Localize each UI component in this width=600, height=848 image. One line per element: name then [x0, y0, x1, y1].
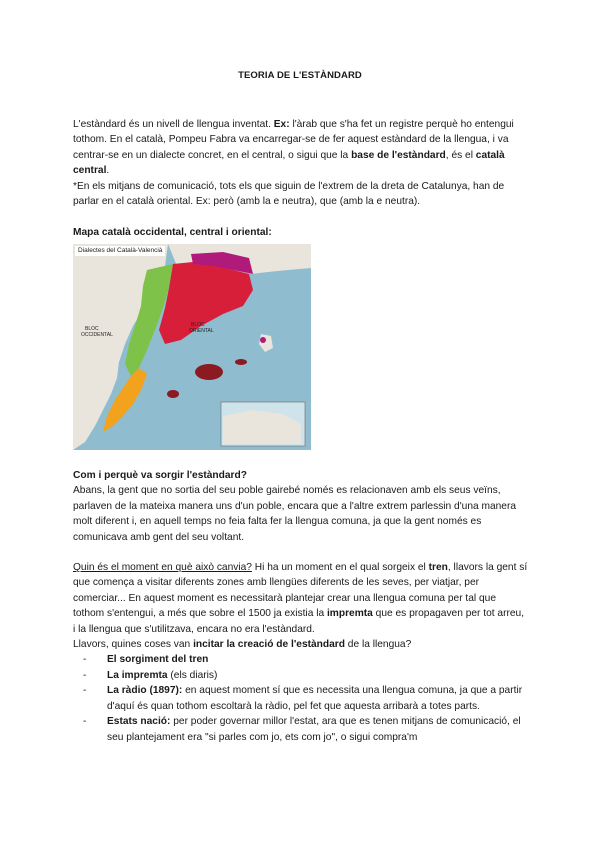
text-run: Llavors, quines coses van	[73, 639, 194, 651]
dialect-map-image	[73, 244, 311, 450]
origin-paragraph-1: Abans, la gent que no sortia del seu poble gairebé només es relacionaven amb els seus veïns, parlaven de la mateixa manera uns d'un poble, encara que a l'altre extrem parlessin d'una manera molt diferent i, en aquell temps no feia falta fer la llengua comuna, ja que la gent només es comunicava amb gent del seu voltant.	[73, 485, 517, 543]
map-title-label: Dialectes del Català-Valencià	[75, 246, 165, 256]
label-western-line2: OCCIDENTAL	[81, 332, 113, 338]
bold-text: tren	[428, 562, 448, 574]
text-run: l'àrab que s'ha fet un registre perquè ho entengui tothom. En el català, Pompeu Fabra va encarregar-se de fer aquest estàndard de la llengua, i va centrar-se en un dialecte concret, en el central, o sigui que la	[73, 119, 514, 161]
intro-note: *En els mitjans de comunicació, tots els que siguin de l'extrem de la dreta de Catalunya, han de parlar en el català oriental. Ex: però (amb la e neutra), que (amb la e neutra).	[73, 180, 505, 208]
origin-section	[73, 468, 529, 745]
list-item-text: per poder governar millor l'estat, ara que es tenen mitjans de comunicació, el seu plantejament era "si parles com jo, ets com jo", o sigui compra'm	[107, 716, 521, 743]
bold-text: base de l'estàndard	[351, 149, 446, 161]
map-heading: Mapa català occidental, central i oriental:	[73, 227, 272, 238]
intro-paragraph	[73, 117, 529, 179]
text-run: L'estàndard és un nivell de llengua inventat.	[73, 119, 274, 130]
list-item	[107, 714, 529, 745]
mallorca-region	[195, 364, 223, 380]
list-item-text: (els diaris)	[167, 669, 218, 681]
intro-section	[73, 117, 529, 209]
text-run: , llavors la gent sí que comença a visitar diferents zones amb llengües diferents de les seves, per viatjar, per comerciar... En aquest moment es necessitarà plantejar crear una llengua comuna per tal que tothom s'entengui, a més que sobre el 1500 ja existia la	[73, 562, 528, 620]
bold-text: incitar la creació de l'estàndard	[193, 639, 345, 651]
menorca-region	[235, 359, 247, 365]
text-run: de la llengua?	[344, 639, 412, 651]
origin-paragraph-3	[73, 637, 529, 652]
causes-list	[73, 652, 529, 744]
page-title: TEORIA DE L'ESTÀNDARD	[238, 70, 362, 81]
text-run: .	[106, 165, 110, 177]
list-item	[107, 683, 529, 714]
bold-text: Ex:	[273, 119, 290, 130]
text-run: Hi ha un moment en el qual sorgeix el	[251, 562, 429, 574]
bold-text: català central	[73, 149, 505, 177]
bold-text: impremta	[326, 608, 373, 620]
list-item-bold: Estats nació:	[107, 716, 171, 728]
origin-paragraph-2	[73, 560, 529, 637]
underlined-question: Quin és el moment en què això canvia?	[73, 562, 252, 574]
text-run: , és el	[445, 149, 476, 161]
list-item	[107, 668, 529, 683]
label-eastern-line2: ORIENTAL	[189, 328, 214, 334]
list-item-text: en aquest moment sí que es necessita una llengua comuna, ja que a partir d'aquí és quan tothom escoltarà la ràdio, pel fet que aquesta arribarà a totes parts.	[107, 685, 523, 712]
origin-heading: Com i perquè va sorgir l'estàndard?	[73, 470, 247, 481]
list-item	[107, 652, 529, 667]
list-item-bold: La ràdio (1897):	[107, 685, 183, 697]
eivissa-region	[167, 390, 179, 398]
list-item-bold: El sorgiment del tren	[107, 654, 209, 666]
alguer-region	[260, 337, 266, 343]
list-item-bold: La impremta	[107, 669, 168, 681]
label-eastern-line: BLOC	[191, 322, 205, 328]
label-western-line: BLOC	[85, 326, 99, 332]
text-run: que es propagaven per tot arreu, i la llengua que s'utilitzava, encara no era l'estàndard.	[73, 608, 525, 635]
